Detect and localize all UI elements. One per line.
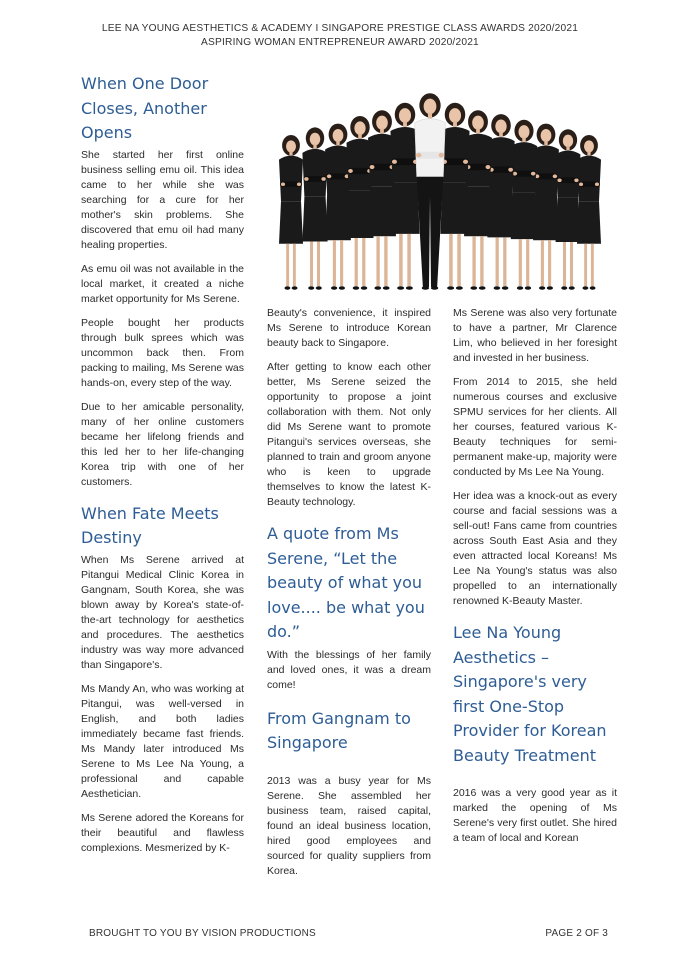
paragraph: Due to her amicable personality, many of her online customers became her lifelong friends and this led her to her life-changing Korea trip with one of her customers. xyxy=(81,400,244,488)
page-header xyxy=(0,22,680,49)
footer-page-number: PAGE 2 OF 3 xyxy=(545,928,608,939)
paragraph: Ms Serene adored the Koreans for their beautiful and flawless complexions. Mesmerized by K- xyxy=(81,811,244,854)
team-member-figure xyxy=(302,127,327,289)
paragraph: As emu oil was not available in the local market, it created a niche market opportunity for Ms Serene. xyxy=(81,262,244,305)
header-line-1: LEE NA YOUNG AESTHETICS & ACADEMY I SINGAPORE PRESTIGE CLASS AWARDS 2020/2021 xyxy=(101,23,579,34)
paragraph: With the blessings of her family and loved ones, it was a dream come! xyxy=(267,648,431,691)
paragraph: Ms Serene was also very fortunate to have a partner, Mr Clarence Lim, who believed in her foresight and invested in her business. xyxy=(453,307,617,364)
heading-fate-meets-destiny: When Fate Meets Destiny xyxy=(81,503,219,547)
heading-gangnam-to-singapore: From Gangnam to Singapore xyxy=(267,708,411,752)
team-member-figure xyxy=(577,135,601,290)
pull-quote: A quote from Ms Serene, “Let the beauty of what you love.... be what you do.” xyxy=(267,524,425,641)
paragraph: When Ms Serene arrived at Pitangui Medical Clinic Korea in Gangnam, South Korea, she was blown away by Korea's state-of-the-art technology for aesthetics and procedures. The aesthetics industry was way more advanced than Singapore's. xyxy=(81,553,244,671)
team-member-figure xyxy=(556,129,581,289)
paragraph: Her idea was a knock-out as every course and facial sessions was a sell-out! Fans came from countries across South East Asia and they even attracted local Koreans! Ms Lee Na Young's status was also propelled to an internationally renowned K-Beauty Master. xyxy=(453,490,617,607)
team-member-figure xyxy=(511,120,537,290)
footer-credit: BROUGHT TO YOU BY VISION PRODUCTIONS xyxy=(89,928,316,939)
team-leader-figure xyxy=(415,93,446,290)
column-2 xyxy=(267,306,431,888)
team-member-figure xyxy=(279,135,303,290)
column-3 xyxy=(453,306,617,855)
team-illustration xyxy=(263,92,619,302)
team-group-photo xyxy=(263,92,619,302)
paragraph: People bought her products through bulk sprees which was uncommon back then. From packing to mailing, Ms Serene was hands-on, every step of the way. xyxy=(81,316,244,389)
column-1 xyxy=(81,72,244,865)
paragraph: After getting to know each other better, Ms Serene seized the opportunity to propose a joint collaboration with them. Not only did Ms Serene want to promote Pitangui's services overseas, she planned to train and groom anyone who is keen to upgrade themselves to know the latest K-Beauty technology. xyxy=(267,361,431,508)
paragraph: 2013 was a busy year for Ms Serene. She assembled her business team, raised capital, found an ideal business location, hired good employees and sourced for quality suppliers from Korea. xyxy=(267,774,431,877)
paragraph: Ms Mandy An, who was working at Pitangui, was well-versed in English, and both ladies immediately became fast friends. Ms Mandy later introduced Ms Serene to Ms Lee Na Young, a professional and capable Aesthetician. xyxy=(81,682,244,800)
heading-lee-na-young-aesthetics: Lee Na Young Aesthetics – Singapore's very first One-Stop Provider for Korean Beauty Treatment xyxy=(453,623,607,765)
paragraph: 2016 was a very good year as it marked the opening of Ms Serene's very first outlet. She hired a team of local and Korean xyxy=(453,787,617,844)
heading-one-door: When One Door Closes, Another Opens xyxy=(81,74,209,142)
header-line-2: ASPIRING WOMAN ENTREPRENEUR AWARD 2020/2021 xyxy=(201,36,479,48)
paragraph: Beauty's convenience, it inspired Ms Serene to introduce Korean beauty back to Singapore. xyxy=(267,307,431,349)
paragraph: She started her first online business selling emu oil. This idea came to her while she was searching for a cure for her mother's skin problems. She discovered that emu oil had many healing properties. xyxy=(81,148,244,251)
paragraph: From 2014 to 2015, she held numerous courses and exclusive SPMU services for her clients. All her courses, featured various K-Beauty techniques for semi-permanent make-up, majority were conducted by Ms Lee Na Young. xyxy=(453,376,617,478)
